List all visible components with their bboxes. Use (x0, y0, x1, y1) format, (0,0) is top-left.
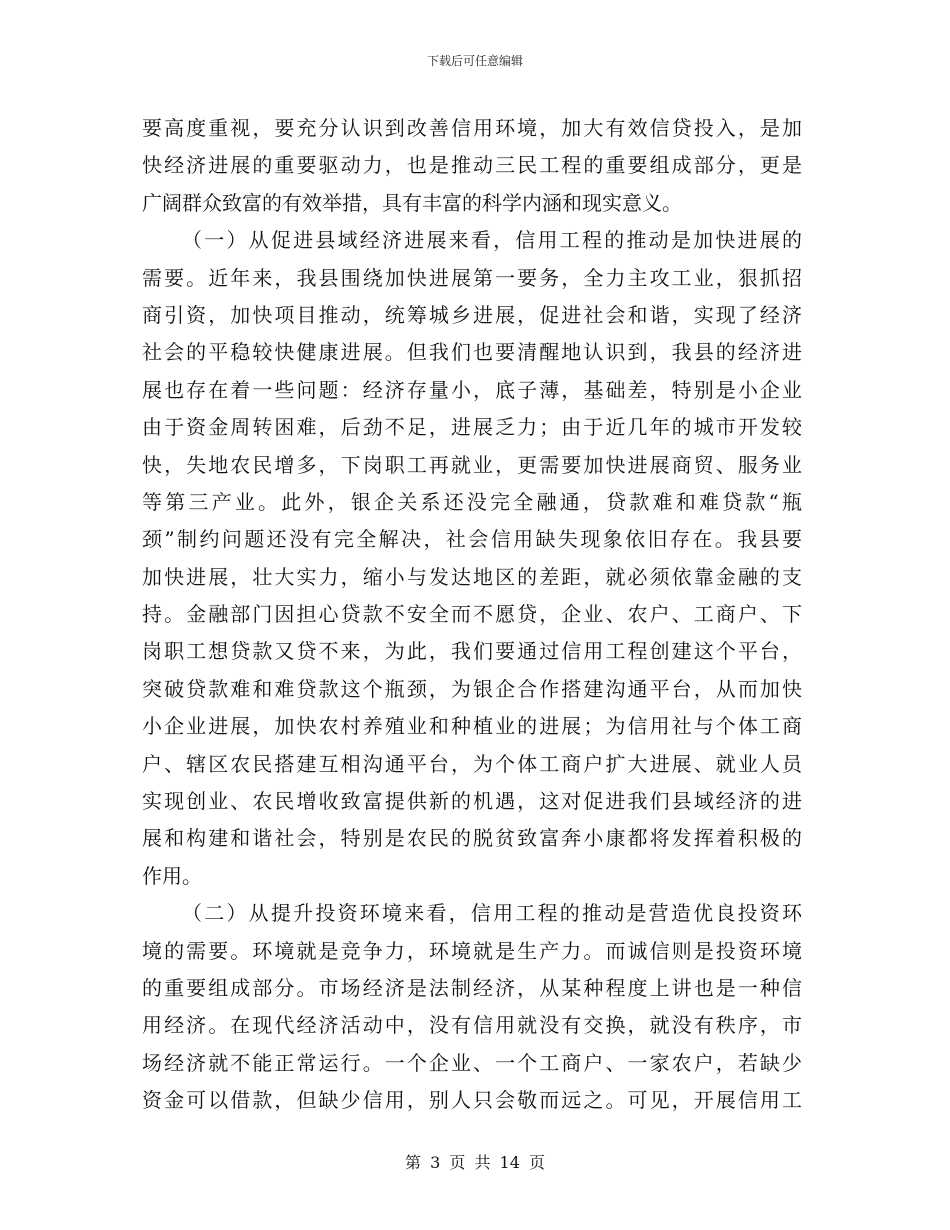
text-line: 广阔群众致富的有效举措，具有丰富的科学内涵和现实意义。 (142, 190, 682, 215)
text-line: 场经济就不能正常运行。一个企业、一个工商户、一家农户，若缺少 (142, 1050, 802, 1075)
text-line: 的重要组成部分。市场经济是法制经济，从某种程度上讲也是一种信 (142, 975, 802, 1000)
text-line: 作用。 (142, 863, 202, 888)
text-line: 小企业进展，加快农村养殖业和种植业的进展；为信用社与个体工商 (142, 714, 802, 739)
text-line: 用经济。在现代经济活动中，没有信用就没有交换，就没有秩序，市 (142, 1013, 802, 1038)
text-line: 需要。近年来，我县围绕加快进展第一要务，全力主攻工业，狠抓招 (142, 265, 802, 290)
text-line: 展也存在着一些问题：经济存量小，底子薄，基础差，特别是小企业 (142, 377, 802, 402)
text-line: 持。金融部门因担心贷款不安全而不愿贷，企业、农户、工商户、下 (142, 602, 802, 627)
paragraph-start-line: （一）从促进县域经济进展来看，信用工程的推动是加快进展的 (182, 228, 802, 253)
text-line: 突破贷款难和难贷款这个瓶颈，为银企合作搭建沟通平台，从而加快 (142, 676, 802, 701)
text-line: 等第三产业。此外，银企关系还没完全融通，贷款难和难贷款“瓶 (142, 489, 802, 514)
text-line: 颈”制约问题还没有完全解决，社会信用缺失现象依旧存在。我县要 (142, 527, 802, 552)
text-line: 户、辖区农民搭建互相沟通平台，为个体工商户扩大进展、就业人员 (142, 751, 802, 776)
text-line: 境的需要。环境就是竞争力，环境就是生产力。而诚信则是投资环境 (142, 938, 802, 963)
page-header: 下载后可任意编辑 (426, 54, 523, 68)
text-line: 岗职工想贷款又贷不来，为此，我们要通过信用工程创建这个平台， (142, 639, 802, 664)
text-line: 快经济进展的重要驱动力，也是推动三民工程的重要组成部分，更是 (142, 153, 802, 178)
text-line: 实现创业、农民增收致富提供新的机遇，这对促进我们县域经济的进 (142, 789, 802, 814)
text-line: 资金可以借款，但缺少信用，别人只会敬而远之。可见，开展信用工 (142, 1088, 802, 1113)
document-body (142, 110, 802, 1120)
text-line: 要高度重视，要充分认识到改善信用环境，加大有效信贷投入，是加 (142, 116, 802, 140)
text-line: 展和构建和谐社会，特别是农民的脱贫致富奔小康都将发挥着积极的 (142, 826, 802, 851)
text-line: 快，失地农民增多，下岗职工再就业，更需要加快进展商贸、服务业 (142, 452, 802, 477)
text-line: 社会的平稳较快健康进展。但我们也要清醒地认识到，我县的经济进 (142, 340, 802, 365)
text-line: 加快进展，壮大实力，缩小与发达地区的差距，就必须依靠金融的支 (142, 564, 802, 589)
paragraph-start-line: （二）从提升投资环境来看，信用工程的推动是营造优良投资环 (182, 901, 802, 926)
page-number-footer: 第 3 页 共 14 页 (405, 1153, 545, 1172)
text-line: 由于资金周转困难，后劲不足，进展乏力；由于近几年的城市开发较 (142, 415, 802, 440)
text-line: 商引资，加快项目推动，统筹城乡进展，促进社会和谐，实现了经济 (142, 302, 802, 327)
